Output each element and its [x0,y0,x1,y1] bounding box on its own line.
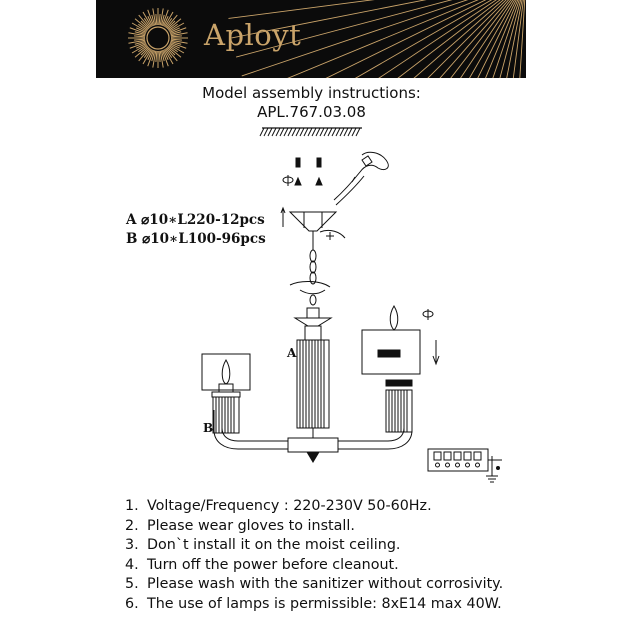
note-item: 5. Please wash with the sanitizer without corrosivity. [125,576,504,592]
center-stem [295,308,331,340]
left-shade [202,354,250,397]
note-item: 3. Don`t install it on the moist ceiling. [125,537,401,553]
chain [290,230,345,305]
right-cup [386,380,412,432]
part-a-spec: A ⌀10∗L220-12pcs [126,212,265,228]
canopy [281,208,336,231]
center-column [297,340,329,428]
brand-name: Aployt [204,18,302,52]
notes-list [125,497,585,614]
right-shade [362,306,439,374]
wire-icon [334,152,388,205]
model-number: APL.767.03.08 [257,103,366,121]
screws-icon [295,158,322,185]
part-b-spec: B ⌀10∗L100-96pcs [126,231,266,247]
note-item: 1. Voltage/Frequency : 220-230V 50-60Hz. [125,498,432,514]
note-item: 2. Please wear gloves to install. [125,517,355,534]
left-cup [213,397,239,433]
instructions-title: Model assembly instructions: [202,84,421,102]
rotate-arrow-icon [283,175,293,186]
note-item: 4. Turn off the power before cleanout. [125,556,399,573]
rotate-arrow-icon-right [423,309,433,320]
arms [214,410,412,462]
ceiling-hatch [260,128,362,136]
note-item: 6. The use of lamps is permissible: 8xE14 max 40W. [125,595,502,612]
label-a: A [287,346,297,360]
terminal-block-icon [428,449,502,482]
label-b: B [203,421,214,435]
